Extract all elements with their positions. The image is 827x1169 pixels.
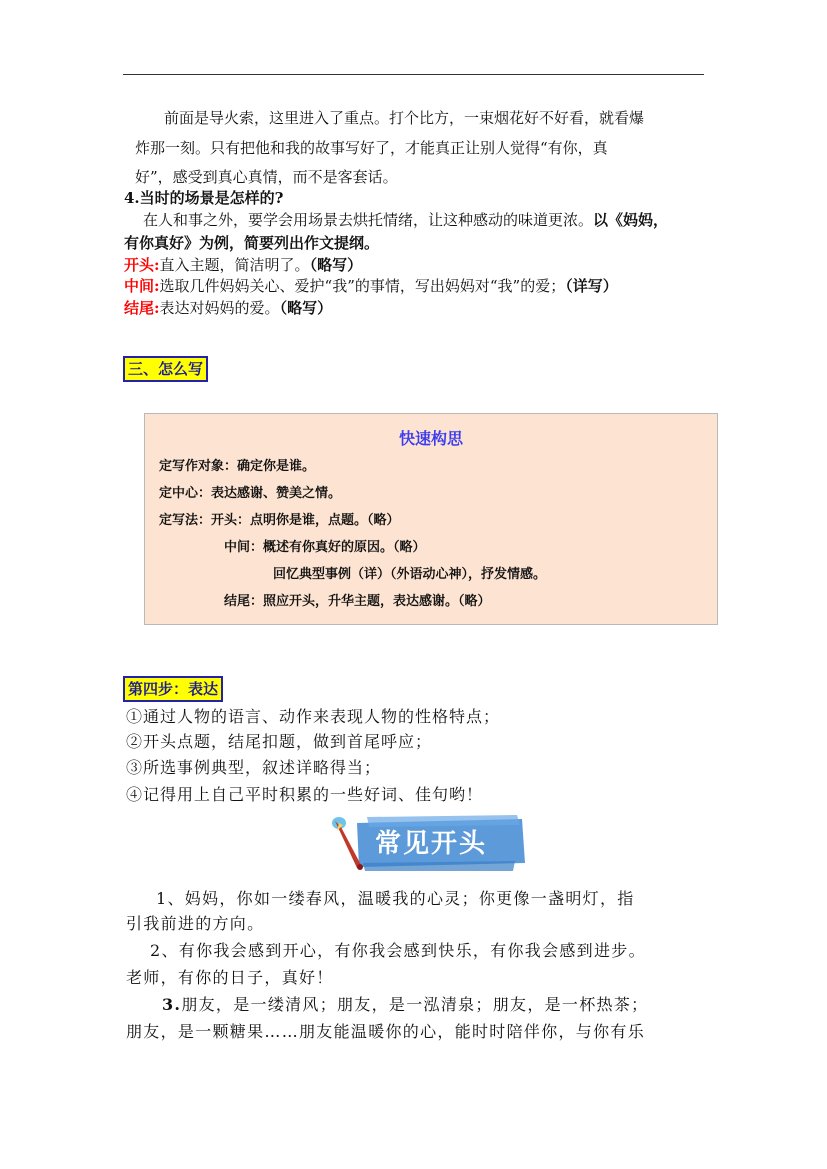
opening-3-line-1 — [162, 994, 648, 1016]
opening-3-line-2: 朋友，是一颗糖果……朋友能温暖你的心，能时时陪伴你，与你有乐 — [126, 1022, 646, 1041]
plan-title: 快速构思 — [398, 429, 463, 448]
common-openings-banner — [327, 813, 527, 873]
outline-start-text: 直入主题，简洁明了。 — [159, 256, 310, 274]
q4-heading: 4.当时的场景是怎样的? — [124, 189, 284, 207]
plan-line-3: 定写法：开头：点明你是谁，点题。（略） — [159, 513, 400, 528]
outline-middle-label: 中间: — [124, 277, 160, 295]
outline-middle — [124, 276, 618, 296]
outline-end-text: 表达对妈妈的爱。 — [159, 299, 280, 317]
banner-title: 常见开头 — [375, 829, 488, 859]
outline-end-label: 结尾: — [124, 299, 160, 317]
quick-plan-box — [144, 413, 718, 625]
opening-3-text: 朋友，是一缕清风；朋友，是一泓清泉；朋友，是一杯热茶； — [181, 995, 649, 1014]
opening-1-line-2: 引我前进的方向。 — [126, 914, 265, 933]
step-4-item-2: ②开头点题，结尾扣题，做到首尾呼应； — [126, 732, 433, 751]
paintbrush-icon — [327, 813, 371, 873]
q4-line-2: 有你真好》为例，简要列出作文提纲。 — [124, 234, 380, 252]
plan-line-4: 中间：概述有你真好的原因。（略） — [224, 540, 426, 555]
opening-2-line-1: 2、有你我会感到开心，有你我会感到快乐，有你我会感到进步。 — [150, 941, 646, 960]
step-4-item-1: ①通过人物的语言、动作来表现人物的性格特点； — [126, 707, 501, 726]
plan-line-2: 定中心：表达感谢、赞美之情。 — [159, 486, 342, 501]
plan-line-1: 定写作对象：确定你是谁。 — [159, 459, 316, 474]
step-4-heading: 第四步：表达 — [123, 676, 223, 702]
outline-middle-text: 选取几件妈妈关心、爱护“我”的事情，写出妈妈对“我”的爱； — [159, 277, 566, 295]
opening-2-line-2: 老师，有你的日子，真好！ — [126, 968, 334, 987]
outline-middle-note: （详写） — [565, 277, 618, 295]
outline-start-label: 开头: — [124, 256, 160, 274]
q4-line-1-bold: 以《妈妈， — [593, 211, 669, 229]
outline-start — [124, 255, 362, 275]
header-rule — [123, 74, 704, 75]
section-3-heading: 三、怎么写 — [123, 356, 208, 382]
outline-end — [124, 298, 332, 318]
plan-line-5: 回忆典型事例（详）（外语动心神），抒发情感。 — [273, 567, 547, 582]
plan-line-6: 结尾：照应开头，升华主题，表达感谢。（略） — [224, 594, 491, 609]
q4-line-1-plain: 在人和事之外，要学会用场景去烘托情绪，让这种感动的味道更浓。 — [143, 211, 594, 229]
intro-line-1: 前面是导火索，这里进入了重点。打个比方，一束烟花好不好看，就看爆 — [164, 109, 645, 127]
outline-start-note: （略写） — [309, 256, 363, 274]
opening-3-number: 3. — [162, 995, 182, 1014]
intro-line-2: 炸那一刻。只有把他和我的故事写好了，才能真正让别人觉得“有你，真 — [135, 139, 608, 157]
outline-end-note: （略写） — [279, 299, 333, 317]
step-4-item-3: ③所选事例典型，叙述详略得当； — [126, 758, 382, 777]
q4-line-1 — [143, 210, 668, 230]
step-4-item-4: ④记得用上自己平时积累的一些好词、佳句哟！ — [126, 785, 484, 804]
intro-line-3: 好”，感受到真心真情，而不是客套话。 — [135, 168, 398, 186]
opening-1-line-1: 1、妈妈，你如一缕春风，温暖我的心灵；你更像一盏明灯，指 — [156, 889, 635, 908]
